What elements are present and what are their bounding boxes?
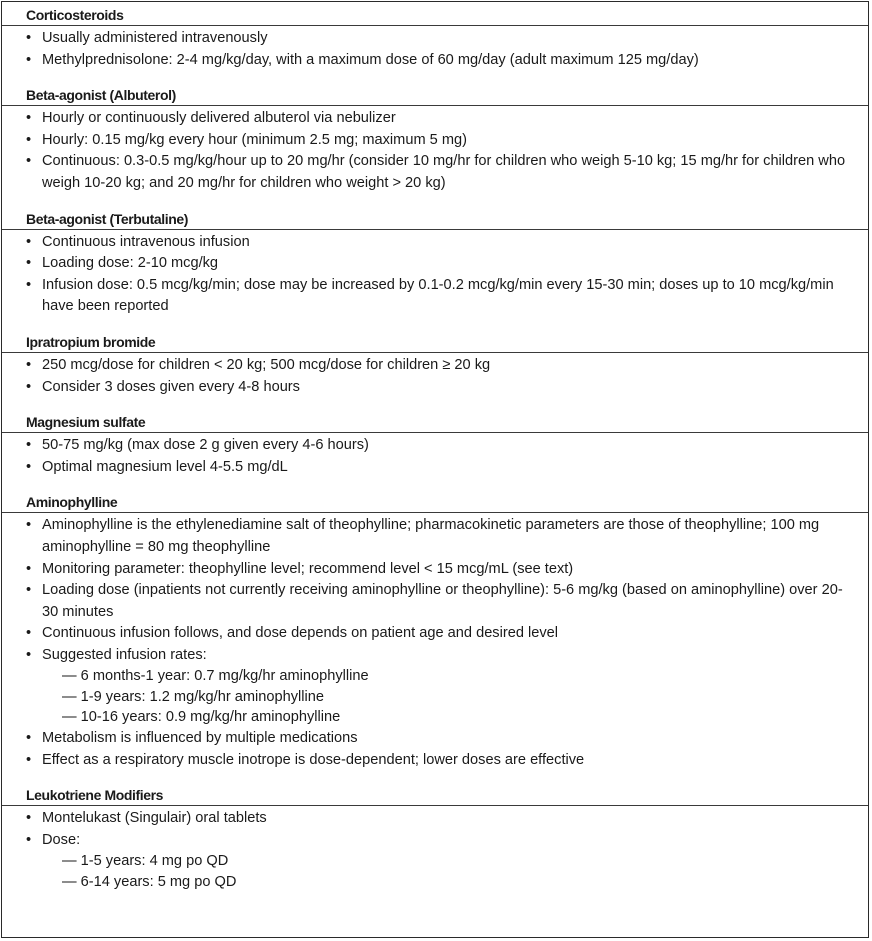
bullet-icon: • <box>26 233 32 250</box>
item-text: Dose: <box>42 831 81 848</box>
sub-list-item: — 1-9 years: 1.2 mg/kg/hr aminophylline <box>62 688 324 705</box>
sub-list-item: — 6-14 years: 5 mg po QD <box>62 873 237 890</box>
item-text: Continuous intravenous infusion <box>42 233 250 250</box>
bullet-icon: • <box>26 378 32 395</box>
bullet-icon: • <box>26 751 32 768</box>
sub-list-item: — 1-5 years: 4 mg po QD <box>62 853 229 870</box>
section-title: Leukotriene Modifiers <box>2 786 868 806</box>
list-item <box>2 377 868 399</box>
item-text: Hourly: 0.15 mg/kg every hour (minimum 2.5 mg; maximum 5 mg) <box>42 131 467 148</box>
bullet-icon: • <box>26 153 32 170</box>
item-text: Infusion dose: 0.5 mcg/kg/min; dose may be increased by 0.1-0.2 mcg/kg/min every 15-30 min; doses up to 10 mcg/kg/min have been reported <box>42 276 834 315</box>
item-list <box>2 513 868 771</box>
section-title: Beta-agonist (Terbutaline) <box>2 210 868 230</box>
list-item <box>2 728 868 750</box>
bullet-icon: • <box>26 517 32 534</box>
list-item <box>2 559 868 581</box>
table-frame <box>1 1 869 938</box>
bullet-icon: • <box>26 625 32 642</box>
bullet-icon: • <box>26 131 32 148</box>
sub-list <box>42 851 854 892</box>
section <box>2 493 868 771</box>
item-list <box>2 26 868 71</box>
item-text: Continuous infusion follows, and dose depends on patient age and desired level <box>42 625 559 642</box>
section <box>2 333 868 398</box>
item-text: Usually administered intravenously <box>42 30 268 46</box>
list-item <box>2 457 868 479</box>
list-item <box>2 232 868 254</box>
list-item <box>2 253 868 275</box>
item-text: Hourly or continuously delivered albuterol via nebulizer <box>42 110 396 127</box>
item-list <box>2 353 868 398</box>
sub-list <box>42 666 854 728</box>
list-item <box>2 275 868 318</box>
item-text: Methylprednisolone: 2-4 mg/kg/day, with a maximum dose of 60 mg/day (adult maximum 125 mg/day) <box>42 51 699 68</box>
bullet-icon: • <box>26 437 32 454</box>
item-text: Montelukast (Singulair) oral tablets <box>42 810 267 827</box>
section-title: Corticosteroids <box>2 6 868 26</box>
sub-list-item: — 10-16 years: 0.9 mg/kg/hr aminophylline <box>62 709 341 726</box>
bullet-icon: • <box>26 646 32 663</box>
bullet-icon: • <box>26 51 32 68</box>
list-item <box>2 750 868 772</box>
section-title: Ipratropium bromide <box>2 333 868 353</box>
item-text: Loading dose: 2-10 mcg/kg <box>42 255 219 272</box>
list-item <box>2 28 868 50</box>
list-item <box>2 435 868 457</box>
list-item <box>2 108 868 130</box>
section <box>2 413 868 478</box>
list-item <box>2 830 868 893</box>
item-text: 50-75 mg/kg (max dose 2 g given every 4-6 hours) <box>42 437 369 454</box>
list-item <box>2 623 868 645</box>
item-text: 250 mcg/dose for children < 20 kg; 500 mcg/dose for children ≥ 20 kg <box>42 356 491 373</box>
section <box>2 6 868 71</box>
item-list <box>2 230 868 318</box>
item-text: Metabolism is influenced by multiple medications <box>42 729 358 746</box>
section-title: Magnesium sulfate <box>2 413 868 433</box>
bullet-icon: • <box>26 729 32 746</box>
item-text: Optimal magnesium level 4-5.5 mg/dL <box>42 458 288 475</box>
list-item <box>2 645 868 728</box>
list-item <box>2 515 868 558</box>
item-text: Aminophylline is the ethylenediamine salt of theophylline; pharmacokinetic parameters are those of theophylline; 100 mg aminophylline = 80 mg theophylline <box>42 517 820 555</box>
item-text: Suggested infusion rates: <box>42 646 207 663</box>
bullet-icon: • <box>26 560 32 577</box>
item-text: Continuous: 0.3-0.5 mg/kg/hour up to 20 mg/hr (consider 10 mg/hr for children who weigh 5-10 kg; 15 mg/hr for children who weigh 10-20 kg; and 20 mg/hr for children who weight > 20 kg) <box>42 153 846 191</box>
bullet-icon: • <box>26 831 32 848</box>
bullet-icon: • <box>26 810 32 827</box>
item-text: Monitoring parameter: theophylline level; recommend level < 15 mcg/mL (see text) <box>42 560 574 577</box>
item-list <box>2 433 868 478</box>
list-item <box>2 130 868 152</box>
section-title: Aminophylline <box>2 493 868 513</box>
list-item <box>2 808 868 830</box>
bullet-icon: • <box>26 30 32 46</box>
item-text: Consider 3 doses given every 4-8 hours <box>42 378 300 395</box>
section <box>2 786 868 892</box>
item-text: Effect as a respiratory muscle inotrope is dose-dependent; lower doses are effective <box>42 751 585 768</box>
bullet-icon: • <box>26 110 32 127</box>
section-title: Beta-agonist (Albuterol) <box>2 86 868 106</box>
list-item <box>2 50 868 72</box>
item-list <box>2 806 868 892</box>
list-item <box>2 151 868 194</box>
bullet-icon: • <box>26 458 32 475</box>
sub-list-item: — 6 months-1 year: 0.7 mg/kg/hr aminophylline <box>62 668 369 685</box>
bullet-icon: • <box>26 276 32 293</box>
item-list <box>2 106 868 194</box>
section <box>2 86 868 194</box>
item-text: Loading dose (inpatients not currently receiving aminophylline or theophylline): 5-6 mg/kg (based on aminophylline) over 20-30 minutes <box>42 582 843 620</box>
bullet-icon: • <box>26 356 32 373</box>
section <box>2 210 868 318</box>
bullet-icon: • <box>26 255 32 272</box>
bullet-icon: • <box>26 582 32 599</box>
table-content <box>2 6 868 907</box>
list-item <box>2 355 868 377</box>
list-item <box>2 580 868 623</box>
